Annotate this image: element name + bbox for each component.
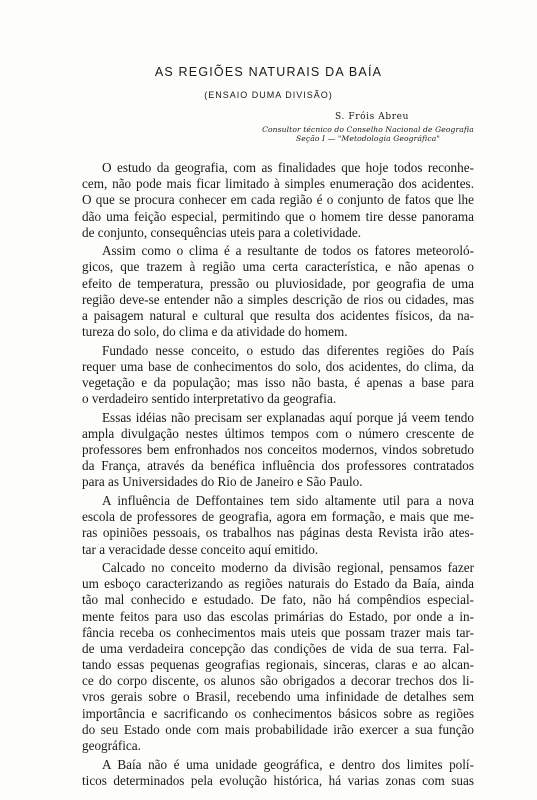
text-line: para as Universidades do Rio de Janeiro e São Paulo. [82,474,363,490]
text-line: professores bem enfronhados nos conceitos modernos, vindos sobretudo [82,442,474,458]
text-line: tão mal conhecido e estudado. De fato, não há compêndios especial- [82,592,474,608]
text-line: tando essas pequenas geografias regionais, sinceras, claras e ao alcan- [82,657,474,673]
text-line: O estudo da geografia, com as finalidades que hoje todos reconhe- [102,160,474,175]
text-line: escola de professores de geografia, agora em formação, e mais que me- [82,509,474,525]
article-subtitle: (ENSAIO DUMA DIVISÃO) [204,90,333,100]
text-line: efeito de temperatura, pressão ou pluviosidade, por geografia de uma [82,275,474,291]
text-line: mente feitos para uso das escolas primárias do Estado, por onde a in- [82,608,474,624]
text-line: fância receba os conhecimentos mais uteis que possam trazer mais tar- [82,624,474,640]
author-name: S. Fróis Abreu [335,112,409,122]
text-line: de uma verdadeira concepção das condições de vida de sua terra. Fal- [82,640,474,656]
text-line: A influência de Deffontaines tem sido altamente util para a nova [102,492,474,508]
paragraph [82,757,474,789]
text-line: um esboço caracterizando as regiões naturais do Estado da Baía, ainda [82,576,474,592]
text-line: Essas idéias não precisam ser explanadas aquí porque já veem tendo [102,409,474,425]
text-line: gicos, que trazem à região uma certa característica, e não apenas o [82,259,474,275]
article-title: AS REGIÕES NATURAIS DA BAÍA [154,65,383,79]
text-line: geográfica. [82,738,141,754]
text-line: importância e sacrificando os conhecimentos básicos sobre as regiões [82,705,474,721]
paragraph [82,343,474,408]
text-line: Calcado no conceito moderno da divisão regional, pensamos fazer [102,559,474,575]
text-line: Assim como o clima é a resultante de todos os fatores meteoroló- [102,243,474,259]
text-line: dão uma feição especial, permitindo que o homem tire desse panorama [82,208,474,224]
paragraph [82,410,474,491]
article-body [82,160,474,789]
text-line: cem, não pode mais ficar limitado à simples enumeração dos acidentes. [82,176,474,192]
paragraph [82,243,474,340]
paragraph [82,560,474,754]
paragraph [82,160,474,241]
text-line: vegetação e da população; mas isso não basta, é apenas a base para [82,375,474,391]
text-line: o verdadeiro sentido interpretativo da geografia. [82,391,337,407]
text-line: ce do corpo discente, os alunos são obrigados a decorar trechos dos li- [82,673,474,689]
text-line: ras opiniões pessoais, os trabalhos nas páginas desta Revista irão ates- [82,525,474,541]
text-line: A Baía não é uma unidade geográfica, e dentro dos limites polí- [102,756,474,772]
text-line: ticos determinados pela evolução histórica, há varias zonas com suas [82,772,474,788]
text-line: do seu Estado onde com mais probabilidade irão exercer a sua função [82,721,474,737]
text-line: da França, através da benéfica influência dos professores contratados [82,458,474,474]
author-section: Seção I — "Metodologia Geográfica" [296,134,440,143]
text-line: vros gerais sobre o Brasil, recebendo uma infinidade de detalhes sem [82,689,474,705]
text-line: de conjunto, consequências uteis para a coletividade. [82,224,362,240]
author-affiliation: Consultor técnico do Conselho Nacional de Geografia [262,125,474,134]
text-line: ampla divulgação nestes últimos tempos com o número crescente de [82,425,474,441]
text-line: a paisagem natural e cultural que resulta dos acidentes físicos, da na- [82,307,474,323]
text-line: região deve-se entender não a simples descrição de rios ou cidades, mas [82,291,474,307]
text-line: Fundado nesse conceito, o estudo das diferentes regiões do País [102,342,474,358]
text-line: O que se procura conhecer em cada região é o conjunto de fatos que lhe [82,192,474,208]
text-line: tureza do solo, do clima e da atividade do homem. [82,324,348,340]
text-line: requer uma base de conhecimentos do solo, dos acidentes, do clima, da [82,358,474,374]
text-line: tar a veracidade desse conceito aquí emitido. [82,541,319,557]
paragraph [82,493,474,558]
